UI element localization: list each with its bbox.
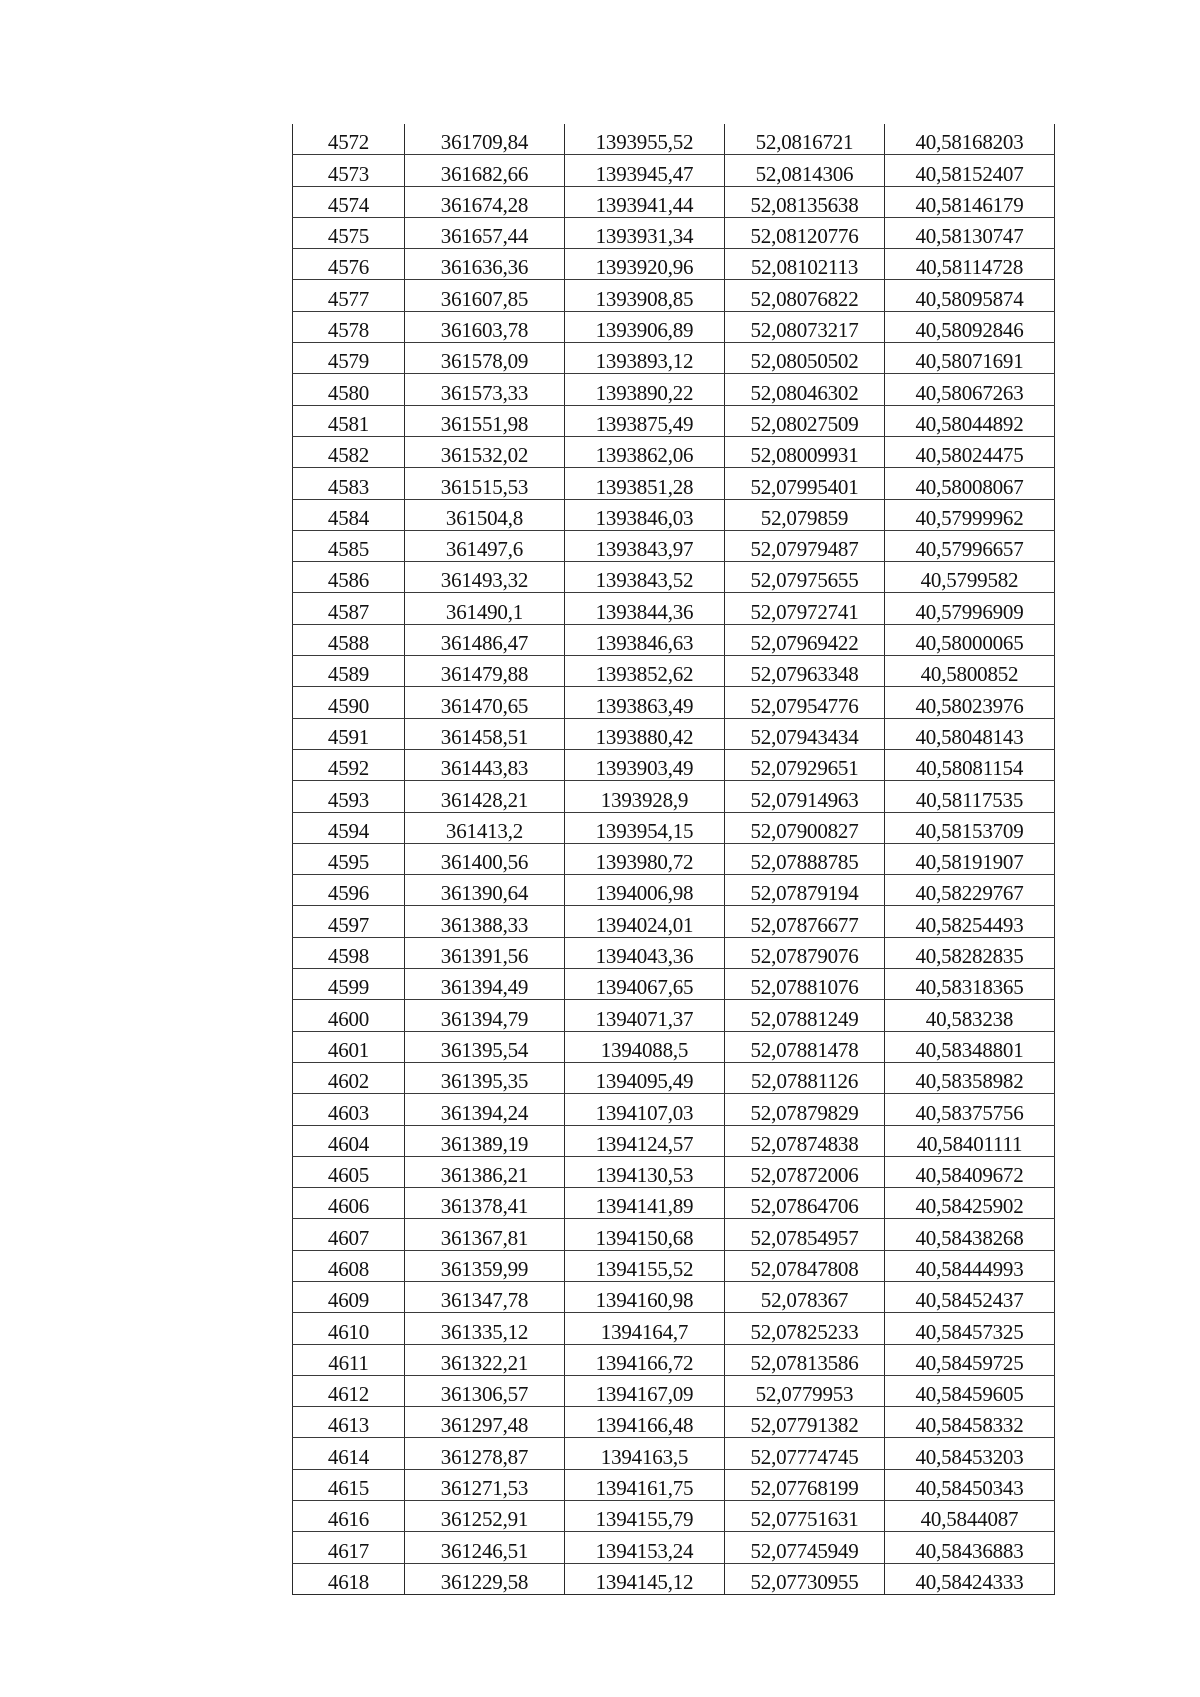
latitude-cell: 52,08046302 xyxy=(725,374,885,405)
table-row xyxy=(293,1250,1055,1281)
point-number-cell: 4600 xyxy=(293,1000,405,1031)
y-coordinate-cell: 1393903,49 xyxy=(565,749,725,780)
x-coordinate-cell: 361252,91 xyxy=(405,1501,565,1532)
latitude-cell: 52,08120776 xyxy=(725,217,885,248)
y-coordinate-cell: 1394130,53 xyxy=(565,1156,725,1187)
y-coordinate-cell: 1393880,42 xyxy=(565,718,725,749)
longitude-cell: 40,58153709 xyxy=(885,812,1055,843)
x-coordinate-cell: 361504,8 xyxy=(405,499,565,530)
latitude-cell: 52,07879829 xyxy=(725,1094,885,1125)
point-number-cell: 4605 xyxy=(293,1156,405,1187)
latitude-cell: 52,07879194 xyxy=(725,875,885,906)
y-coordinate-cell: 1394124,57 xyxy=(565,1125,725,1156)
longitude-cell: 40,5844087 xyxy=(885,1501,1055,1532)
point-number-cell: 4608 xyxy=(293,1250,405,1281)
latitude-cell: 52,07768199 xyxy=(725,1469,885,1500)
point-number-cell: 4616 xyxy=(293,1501,405,1532)
table-row xyxy=(293,906,1055,937)
latitude-cell: 52,07872006 xyxy=(725,1156,885,1187)
longitude-cell: 40,58282835 xyxy=(885,937,1055,968)
latitude-cell: 52,08050502 xyxy=(725,343,885,374)
y-coordinate-cell: 1393906,89 xyxy=(565,311,725,342)
point-number-cell: 4590 xyxy=(293,687,405,718)
table-row xyxy=(293,781,1055,812)
y-coordinate-cell: 1393920,96 xyxy=(565,249,725,280)
longitude-cell: 40,58114728 xyxy=(885,249,1055,280)
longitude-cell: 40,58044892 xyxy=(885,405,1055,436)
y-coordinate-cell: 1393954,15 xyxy=(565,812,725,843)
point-number-cell: 4609 xyxy=(293,1281,405,1312)
longitude-cell: 40,58008067 xyxy=(885,468,1055,499)
longitude-cell: 40,58453203 xyxy=(885,1438,1055,1469)
longitude-cell: 40,58048143 xyxy=(885,718,1055,749)
latitude-cell: 52,078367 xyxy=(725,1281,885,1312)
x-coordinate-cell: 361390,64 xyxy=(405,875,565,906)
x-coordinate-cell: 361515,53 xyxy=(405,468,565,499)
x-coordinate-cell: 361335,12 xyxy=(405,1313,565,1344)
y-coordinate-cell: 1394107,03 xyxy=(565,1094,725,1125)
longitude-cell: 40,58409672 xyxy=(885,1156,1055,1187)
x-coordinate-cell: 361682,66 xyxy=(405,155,565,186)
table-row xyxy=(293,249,1055,280)
y-coordinate-cell: 1393928,9 xyxy=(565,781,725,812)
table-row xyxy=(293,875,1055,906)
latitude-cell: 52,08009931 xyxy=(725,436,885,467)
y-coordinate-cell: 1393852,62 xyxy=(565,656,725,687)
x-coordinate-cell: 361607,85 xyxy=(405,280,565,311)
point-number-cell: 4591 xyxy=(293,718,405,749)
table-row xyxy=(293,1532,1055,1563)
y-coordinate-cell: 1393843,97 xyxy=(565,530,725,561)
x-coordinate-cell: 361388,33 xyxy=(405,906,565,937)
coordinates-table xyxy=(292,124,1055,1595)
x-coordinate-cell: 361486,47 xyxy=(405,624,565,655)
x-coordinate-cell: 361479,88 xyxy=(405,656,565,687)
latitude-cell: 52,07879076 xyxy=(725,937,885,968)
point-number-cell: 4594 xyxy=(293,812,405,843)
point-number-cell: 4592 xyxy=(293,749,405,780)
latitude-cell: 52,07972741 xyxy=(725,593,885,624)
point-number-cell: 4582 xyxy=(293,436,405,467)
y-coordinate-cell: 1393893,12 xyxy=(565,343,725,374)
longitude-cell: 40,58436883 xyxy=(885,1532,1055,1563)
point-number-cell: 4614 xyxy=(293,1438,405,1469)
x-coordinate-cell: 361603,78 xyxy=(405,311,565,342)
table-row xyxy=(293,1313,1055,1344)
latitude-cell: 52,07791382 xyxy=(725,1407,885,1438)
latitude-cell: 52,07881478 xyxy=(725,1031,885,1062)
latitude-cell: 52,0816721 xyxy=(725,124,885,155)
longitude-cell: 40,58401111 xyxy=(885,1125,1055,1156)
latitude-cell: 52,07813586 xyxy=(725,1344,885,1375)
longitude-cell: 40,58071691 xyxy=(885,343,1055,374)
x-coordinate-cell: 361578,09 xyxy=(405,343,565,374)
y-coordinate-cell: 1394043,36 xyxy=(565,937,725,968)
latitude-cell: 52,08027509 xyxy=(725,405,885,436)
table-row xyxy=(293,124,1055,155)
longitude-cell: 40,58092846 xyxy=(885,311,1055,342)
point-number-cell: 4607 xyxy=(293,1219,405,1250)
longitude-cell: 40,58095874 xyxy=(885,280,1055,311)
x-coordinate-cell: 361322,21 xyxy=(405,1344,565,1375)
latitude-cell: 52,07979487 xyxy=(725,530,885,561)
latitude-cell: 52,08073217 xyxy=(725,311,885,342)
point-number-cell: 4584 xyxy=(293,499,405,530)
y-coordinate-cell: 1393851,28 xyxy=(565,468,725,499)
y-coordinate-cell: 1393980,72 xyxy=(565,843,725,874)
point-number-cell: 4585 xyxy=(293,530,405,561)
longitude-cell: 40,57996657 xyxy=(885,530,1055,561)
longitude-cell: 40,58318365 xyxy=(885,969,1055,1000)
table-row xyxy=(293,186,1055,217)
table-row xyxy=(293,343,1055,374)
y-coordinate-cell: 1394161,75 xyxy=(565,1469,725,1500)
x-coordinate-cell: 361573,33 xyxy=(405,374,565,405)
latitude-cell: 52,07881249 xyxy=(725,1000,885,1031)
x-coordinate-cell: 361229,58 xyxy=(405,1563,565,1594)
latitude-cell: 52,07730955 xyxy=(725,1563,885,1594)
y-coordinate-cell: 1393844,36 xyxy=(565,593,725,624)
point-number-cell: 4579 xyxy=(293,343,405,374)
x-coordinate-cell: 361674,28 xyxy=(405,186,565,217)
table-row xyxy=(293,155,1055,186)
latitude-cell: 52,07954776 xyxy=(725,687,885,718)
point-number-cell: 4576 xyxy=(293,249,405,280)
longitude-cell: 40,58024475 xyxy=(885,436,1055,467)
point-number-cell: 4602 xyxy=(293,1062,405,1093)
x-coordinate-cell: 361394,79 xyxy=(405,1000,565,1031)
x-coordinate-cell: 361428,21 xyxy=(405,781,565,812)
latitude-cell: 52,07751631 xyxy=(725,1501,885,1532)
x-coordinate-cell: 361657,44 xyxy=(405,217,565,248)
longitude-cell: 40,58424333 xyxy=(885,1563,1055,1594)
x-coordinate-cell: 361271,53 xyxy=(405,1469,565,1500)
longitude-cell: 40,58457325 xyxy=(885,1313,1055,1344)
table-row xyxy=(293,280,1055,311)
y-coordinate-cell: 1394153,24 xyxy=(565,1532,725,1563)
longitude-cell: 40,583238 xyxy=(885,1000,1055,1031)
point-number-cell: 4588 xyxy=(293,624,405,655)
point-number-cell: 4572 xyxy=(293,124,405,155)
longitude-cell: 40,58452437 xyxy=(885,1281,1055,1312)
point-number-cell: 4589 xyxy=(293,656,405,687)
y-coordinate-cell: 1394166,72 xyxy=(565,1344,725,1375)
table-row xyxy=(293,1062,1055,1093)
y-coordinate-cell: 1394163,5 xyxy=(565,1438,725,1469)
latitude-cell: 52,07745949 xyxy=(725,1532,885,1563)
longitude-cell: 40,58023976 xyxy=(885,687,1055,718)
table-row xyxy=(293,1000,1055,1031)
point-number-cell: 4618 xyxy=(293,1563,405,1594)
latitude-cell: 52,07969422 xyxy=(725,624,885,655)
table-row xyxy=(293,217,1055,248)
table-row xyxy=(293,718,1055,749)
longitude-cell: 40,5799582 xyxy=(885,562,1055,593)
x-coordinate-cell: 361458,51 xyxy=(405,718,565,749)
y-coordinate-cell: 1394141,89 xyxy=(565,1188,725,1219)
point-number-cell: 4603 xyxy=(293,1094,405,1125)
y-coordinate-cell: 1394164,7 xyxy=(565,1313,725,1344)
y-coordinate-cell: 1393862,06 xyxy=(565,436,725,467)
x-coordinate-cell: 361367,81 xyxy=(405,1219,565,1250)
longitude-cell: 40,58458332 xyxy=(885,1407,1055,1438)
point-number-cell: 4610 xyxy=(293,1313,405,1344)
x-coordinate-cell: 361636,36 xyxy=(405,249,565,280)
point-number-cell: 4601 xyxy=(293,1031,405,1062)
x-coordinate-cell: 361400,56 xyxy=(405,843,565,874)
x-coordinate-cell: 361497,6 xyxy=(405,530,565,561)
x-coordinate-cell: 361532,02 xyxy=(405,436,565,467)
y-coordinate-cell: 1394160,98 xyxy=(565,1281,725,1312)
longitude-cell: 40,58459725 xyxy=(885,1344,1055,1375)
longitude-cell: 40,58459605 xyxy=(885,1375,1055,1406)
table-row xyxy=(293,530,1055,561)
table-row xyxy=(293,468,1055,499)
table-row xyxy=(293,937,1055,968)
longitude-cell: 40,58000065 xyxy=(885,624,1055,655)
longitude-cell: 40,58117535 xyxy=(885,781,1055,812)
point-number-cell: 4583 xyxy=(293,468,405,499)
x-coordinate-cell: 361709,84 xyxy=(405,124,565,155)
y-coordinate-cell: 1394095,49 xyxy=(565,1062,725,1093)
latitude-cell: 52,079859 xyxy=(725,499,885,530)
table-row xyxy=(293,562,1055,593)
latitude-cell: 52,07774745 xyxy=(725,1438,885,1469)
latitude-cell: 52,07963348 xyxy=(725,656,885,687)
point-number-cell: 4577 xyxy=(293,280,405,311)
point-number-cell: 4586 xyxy=(293,562,405,593)
x-coordinate-cell: 361551,98 xyxy=(405,405,565,436)
x-coordinate-cell: 361394,24 xyxy=(405,1094,565,1125)
x-coordinate-cell: 361395,54 xyxy=(405,1031,565,1062)
latitude-cell: 52,07929651 xyxy=(725,749,885,780)
longitude-cell: 40,57996909 xyxy=(885,593,1055,624)
y-coordinate-cell: 1393890,22 xyxy=(565,374,725,405)
y-coordinate-cell: 1394006,98 xyxy=(565,875,725,906)
point-number-cell: 4595 xyxy=(293,843,405,874)
table-row xyxy=(293,1031,1055,1062)
point-number-cell: 4581 xyxy=(293,405,405,436)
table-row xyxy=(293,1375,1055,1406)
longitude-cell: 40,58146179 xyxy=(885,186,1055,217)
y-coordinate-cell: 1394155,79 xyxy=(565,1501,725,1532)
point-number-cell: 4578 xyxy=(293,311,405,342)
point-number-cell: 4593 xyxy=(293,781,405,812)
latitude-cell: 52,08076822 xyxy=(725,280,885,311)
point-number-cell: 4599 xyxy=(293,969,405,1000)
table-row xyxy=(293,374,1055,405)
point-number-cell: 4575 xyxy=(293,217,405,248)
latitude-cell: 52,07943434 xyxy=(725,718,885,749)
longitude-cell: 40,58130747 xyxy=(885,217,1055,248)
latitude-cell: 52,07876677 xyxy=(725,906,885,937)
point-number-cell: 4587 xyxy=(293,593,405,624)
longitude-cell: 40,58450343 xyxy=(885,1469,1055,1500)
x-coordinate-cell: 361395,35 xyxy=(405,1062,565,1093)
longitude-cell: 40,58168203 xyxy=(885,124,1055,155)
longitude-cell: 40,58229767 xyxy=(885,875,1055,906)
x-coordinate-cell: 361297,48 xyxy=(405,1407,565,1438)
latitude-cell: 52,07888785 xyxy=(725,843,885,874)
y-coordinate-cell: 1394150,68 xyxy=(565,1219,725,1250)
table-row xyxy=(293,1281,1055,1312)
y-coordinate-cell: 1394071,37 xyxy=(565,1000,725,1031)
latitude-cell: 52,07864706 xyxy=(725,1188,885,1219)
table-row xyxy=(293,1156,1055,1187)
latitude-cell: 52,07874838 xyxy=(725,1125,885,1156)
y-coordinate-cell: 1394145,12 xyxy=(565,1563,725,1594)
x-coordinate-cell: 361386,21 xyxy=(405,1156,565,1187)
x-coordinate-cell: 361413,2 xyxy=(405,812,565,843)
latitude-cell: 52,07900827 xyxy=(725,812,885,843)
longitude-cell: 40,58438268 xyxy=(885,1219,1055,1250)
y-coordinate-cell: 1393846,03 xyxy=(565,499,725,530)
x-coordinate-cell: 361391,56 xyxy=(405,937,565,968)
y-coordinate-cell: 1394088,5 xyxy=(565,1031,725,1062)
table-row xyxy=(293,1188,1055,1219)
y-coordinate-cell: 1394166,48 xyxy=(565,1407,725,1438)
coordinates-table-body xyxy=(293,124,1055,1594)
y-coordinate-cell: 1393945,47 xyxy=(565,155,725,186)
x-coordinate-cell: 361359,99 xyxy=(405,1250,565,1281)
x-coordinate-cell: 361389,19 xyxy=(405,1125,565,1156)
point-number-cell: 4598 xyxy=(293,937,405,968)
latitude-cell: 52,07914963 xyxy=(725,781,885,812)
point-number-cell: 4611 xyxy=(293,1344,405,1375)
point-number-cell: 4615 xyxy=(293,1469,405,1500)
longitude-cell: 40,58191907 xyxy=(885,843,1055,874)
x-coordinate-cell: 361490,1 xyxy=(405,593,565,624)
longitude-cell: 40,58067263 xyxy=(885,374,1055,405)
table-row xyxy=(293,1219,1055,1250)
table-row xyxy=(293,1438,1055,1469)
latitude-cell: 52,07975655 xyxy=(725,562,885,593)
longitude-cell: 40,58081154 xyxy=(885,749,1055,780)
table-row xyxy=(293,1407,1055,1438)
longitude-cell: 40,58375756 xyxy=(885,1094,1055,1125)
table-row xyxy=(293,687,1055,718)
point-number-cell: 4604 xyxy=(293,1125,405,1156)
y-coordinate-cell: 1393863,49 xyxy=(565,687,725,718)
longitude-cell: 40,58358982 xyxy=(885,1062,1055,1093)
latitude-cell: 52,0779953 xyxy=(725,1375,885,1406)
latitude-cell: 52,07847808 xyxy=(725,1250,885,1281)
latitude-cell: 52,07995401 xyxy=(725,468,885,499)
longitude-cell: 40,58254493 xyxy=(885,906,1055,937)
x-coordinate-cell: 361394,49 xyxy=(405,969,565,1000)
y-coordinate-cell: 1393875,49 xyxy=(565,405,725,436)
table-row xyxy=(293,624,1055,655)
x-coordinate-cell: 361378,41 xyxy=(405,1188,565,1219)
point-number-cell: 4596 xyxy=(293,875,405,906)
table-row xyxy=(293,656,1055,687)
x-coordinate-cell: 361278,87 xyxy=(405,1438,565,1469)
y-coordinate-cell: 1393941,44 xyxy=(565,186,725,217)
table-row xyxy=(293,1094,1055,1125)
x-coordinate-cell: 361347,78 xyxy=(405,1281,565,1312)
table-row xyxy=(293,843,1055,874)
x-coordinate-cell: 361470,65 xyxy=(405,687,565,718)
y-coordinate-cell: 1394024,01 xyxy=(565,906,725,937)
longitude-cell: 40,58444993 xyxy=(885,1250,1055,1281)
x-coordinate-cell: 361306,57 xyxy=(405,1375,565,1406)
table-row xyxy=(293,812,1055,843)
table-row xyxy=(293,499,1055,530)
y-coordinate-cell: 1394067,65 xyxy=(565,969,725,1000)
table-row xyxy=(293,405,1055,436)
point-number-cell: 4617 xyxy=(293,1532,405,1563)
y-coordinate-cell: 1393908,85 xyxy=(565,280,725,311)
latitude-cell: 52,08102113 xyxy=(725,249,885,280)
point-number-cell: 4597 xyxy=(293,906,405,937)
table-row xyxy=(293,1469,1055,1500)
longitude-cell: 40,58348801 xyxy=(885,1031,1055,1062)
table-row xyxy=(293,1563,1055,1594)
y-coordinate-cell: 1394155,52 xyxy=(565,1250,725,1281)
longitude-cell: 40,58152407 xyxy=(885,155,1055,186)
table-row xyxy=(293,1125,1055,1156)
latitude-cell: 52,07854957 xyxy=(725,1219,885,1250)
y-coordinate-cell: 1393843,52 xyxy=(565,562,725,593)
longitude-cell: 40,5800852 xyxy=(885,656,1055,687)
x-coordinate-cell: 361443,83 xyxy=(405,749,565,780)
table-row xyxy=(293,436,1055,467)
point-number-cell: 4612 xyxy=(293,1375,405,1406)
x-coordinate-cell: 361493,32 xyxy=(405,562,565,593)
table-row xyxy=(293,1501,1055,1532)
table-row xyxy=(293,969,1055,1000)
latitude-cell: 52,0814306 xyxy=(725,155,885,186)
point-number-cell: 4613 xyxy=(293,1407,405,1438)
y-coordinate-cell: 1394167,09 xyxy=(565,1375,725,1406)
y-coordinate-cell: 1393955,52 xyxy=(565,124,725,155)
latitude-cell: 52,07881076 xyxy=(725,969,885,1000)
longitude-cell: 40,58425902 xyxy=(885,1188,1055,1219)
y-coordinate-cell: 1393846,63 xyxy=(565,624,725,655)
latitude-cell: 52,07881126 xyxy=(725,1062,885,1093)
table-row xyxy=(293,593,1055,624)
table-row xyxy=(293,1344,1055,1375)
point-number-cell: 4606 xyxy=(293,1188,405,1219)
latitude-cell: 52,07825233 xyxy=(725,1313,885,1344)
latitude-cell: 52,08135638 xyxy=(725,186,885,217)
longitude-cell: 40,57999962 xyxy=(885,499,1055,530)
table-row xyxy=(293,749,1055,780)
point-number-cell: 4573 xyxy=(293,155,405,186)
table-row xyxy=(293,311,1055,342)
y-coordinate-cell: 1393931,34 xyxy=(565,217,725,248)
point-number-cell: 4580 xyxy=(293,374,405,405)
x-coordinate-cell: 361246,51 xyxy=(405,1532,565,1563)
point-number-cell: 4574 xyxy=(293,186,405,217)
